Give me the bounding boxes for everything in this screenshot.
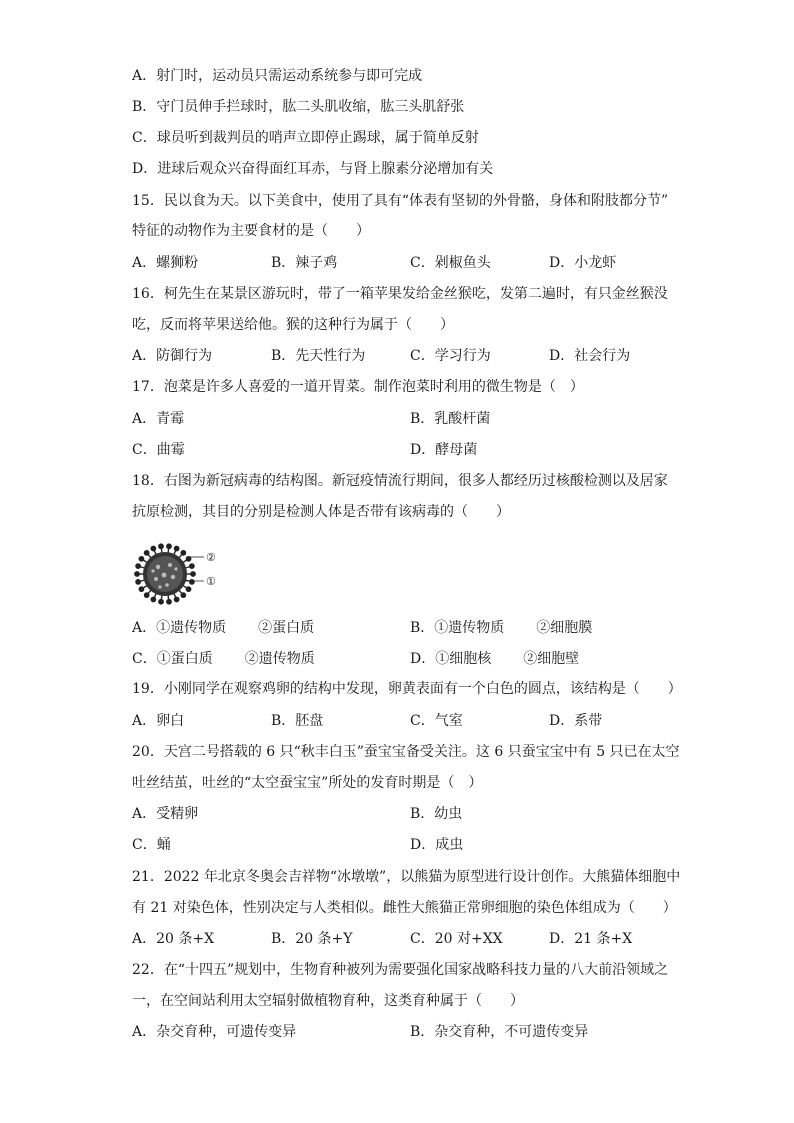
q22-stem-line1: 22．在“十四五”规划中，生物育种被列为需要强化国家战略科技力量的八大前沿领域之 bbox=[132, 962, 669, 978]
spike-head bbox=[144, 551, 148, 555]
q18-option-b-part2: ②细胞膜 bbox=[536, 620, 593, 636]
q16-option-a: A．防御行为 bbox=[132, 348, 213, 364]
q15-option-c: C．剁椒鱼头 bbox=[410, 255, 491, 271]
q16-stem-line1: 16．柯先生在某景区游玩时，带了一箱苹果发给金丝猴吃，发第二遍时，有只金丝猴没 bbox=[132, 286, 668, 302]
q16-option-d: D．社会行为 bbox=[549, 348, 631, 364]
q20-option-b: B．幼虫 bbox=[410, 806, 463, 822]
spike-head bbox=[191, 572, 195, 576]
q22-option-a: A．杂交育种，可遗传变异 bbox=[132, 1024, 297, 1040]
q22-stem-line2: 一，在空间站利用太空辐射做植物育种，这类育种属于（ ） bbox=[132, 993, 524, 1009]
spike-head bbox=[139, 587, 143, 591]
q22-option-b: B．杂交育种，不可遗传变异 bbox=[410, 1024, 589, 1040]
q14-option-a: A．射门时，运动员只需运动系统参与即可完成 bbox=[132, 68, 423, 84]
spike-head bbox=[174, 597, 178, 601]
q20-option-a: A．受精卵 bbox=[132, 806, 199, 822]
q21-option-d: D．21 条+X bbox=[549, 931, 633, 947]
q18-option-d-part2: ②细胞壁 bbox=[523, 651, 580, 667]
q15-option-b: B．辣子鸡 bbox=[271, 255, 338, 271]
q14-option-c: C．球员听到裁判员的哨声立即停止踢球，属于简单反射 bbox=[132, 130, 479, 146]
q18-option-a-part1: A．①遗传物质 bbox=[132, 620, 227, 636]
q19-option-a: A．卵白 bbox=[132, 713, 185, 729]
spike-head bbox=[174, 546, 178, 550]
q18-option-a bbox=[132, 618, 314, 638]
q19-stem-line1: 19．小刚同学在观察鸡卵的结构中发现，卵黄表面有一个白色的圆点，该结构是（ ） bbox=[132, 681, 682, 697]
q20-stem-line2: 吐丝结茧，吐丝的“太空蚕宝宝”所处的发育时期是（ ） bbox=[132, 775, 483, 791]
q16-option-c: C．学习行为 bbox=[410, 348, 491, 364]
q17-option-d: D．酵母菌 bbox=[410, 442, 478, 458]
figure-label-2: ② bbox=[206, 551, 216, 564]
q21-option-a: A．20 条+X bbox=[132, 931, 215, 947]
spike-head bbox=[135, 572, 139, 576]
spike-head bbox=[136, 580, 140, 584]
q18-option-a-part2: ②蛋白质 bbox=[258, 620, 315, 636]
spike-head bbox=[139, 557, 143, 561]
q14-option-b: B．守门员伸手拦球时，肱二头肌收缩，肱三头肌舒张 bbox=[132, 99, 465, 115]
q17-option-c: C．曲霉 bbox=[132, 442, 185, 458]
virus-illustration bbox=[134, 543, 224, 605]
q19-option-b: B．胚盘 bbox=[271, 713, 324, 729]
spike-head bbox=[181, 593, 185, 597]
q18-option-b bbox=[410, 618, 592, 638]
spike-head bbox=[181, 551, 185, 555]
spike-head bbox=[167, 600, 171, 604]
q16-option-b: B．先天性行为 bbox=[271, 348, 366, 364]
spike-head bbox=[159, 544, 163, 548]
spike-head bbox=[144, 593, 148, 597]
q18-option-d bbox=[410, 649, 579, 669]
q15-option-d: D．小龙虾 bbox=[549, 255, 617, 271]
q20-stem-line1: 20．天宫二号搭载的 6 只“秋丰白玉”蚕宝宝备受关注。这 6 只蚕宝宝中有 5 只已在太空 bbox=[132, 744, 680, 760]
spike-head bbox=[190, 580, 194, 584]
q19-option-d: D．系带 bbox=[549, 713, 603, 729]
q18-stem-line2: 抗原检测，其目的分别是检测人体是否带有该病毒的（ ） bbox=[132, 504, 510, 520]
q21-option-b: B．20 条+Y bbox=[271, 931, 353, 947]
q14-option-d: D．进球后观众兴奋得面红耳赤，与肾上腺素分泌增加有关 bbox=[132, 161, 494, 177]
q20-option-c: C．蛹 bbox=[132, 837, 171, 853]
q18-option-c-part2: ②遗传物质 bbox=[244, 651, 315, 667]
spike-head bbox=[136, 564, 140, 568]
q20-option-d: D．成虫 bbox=[410, 837, 464, 853]
q18-option-b-part1: B．①遗传物质 bbox=[410, 620, 505, 636]
q18-stem-line1: 18．右图为新冠病毒的结构图。新冠疫情流行期间，很多人都经历过核酸检测以及居家 bbox=[132, 473, 668, 489]
q15-option-a: A．螺狮粉 bbox=[132, 255, 199, 271]
q21-stem-line2: 有 21 对染色体，性别决定与人类相似。雌性大熊猫正常卵细胞的染色体组成为（ ） bbox=[132, 900, 677, 916]
q18-option-c bbox=[132, 649, 315, 669]
q17-stem-line1: 17．泡菜是许多人喜爱的一道开胃菜。制作泡菜时利用的微生物是（ ） bbox=[132, 379, 584, 395]
spike-head bbox=[151, 546, 155, 550]
q21-option-c: C．20 对+XX bbox=[410, 931, 503, 947]
spike-head bbox=[151, 597, 155, 601]
spike-head bbox=[186, 587, 190, 591]
q21-stem-line1: 21．2022 年北京冬奥会吉祥物“冰墩墩”，以熊猫为原型进行设计创作。大熊猫体细胞中 bbox=[132, 869, 681, 885]
spike-head bbox=[159, 600, 163, 604]
coronavirus-structure-diagram bbox=[134, 543, 224, 605]
q17-option-b: B．乳酸杆菌 bbox=[410, 411, 491, 427]
q18-option-d-part1: D．①细胞核 bbox=[410, 651, 492, 667]
spike-head bbox=[190, 564, 194, 568]
figure-label-1: ① bbox=[206, 575, 216, 588]
q17-option-a: A．青霉 bbox=[132, 411, 185, 427]
q15-stem-line1: 15．民以食为天。以下美食中，使用了具有“体表有坚韧的外骨骼，身体和附肢都分节” bbox=[132, 193, 669, 209]
q16-stem-line2: 吃，反而将苹果送给他。猴的这种行为属于（ ） bbox=[132, 317, 454, 333]
q18-option-c-part1: C．①蛋白质 bbox=[132, 651, 213, 667]
spike-head bbox=[167, 544, 171, 548]
q15-stem-line2: 特征的动物作为主要食材的是（ ） bbox=[132, 223, 370, 239]
q19-option-c: C．气室 bbox=[410, 713, 463, 729]
